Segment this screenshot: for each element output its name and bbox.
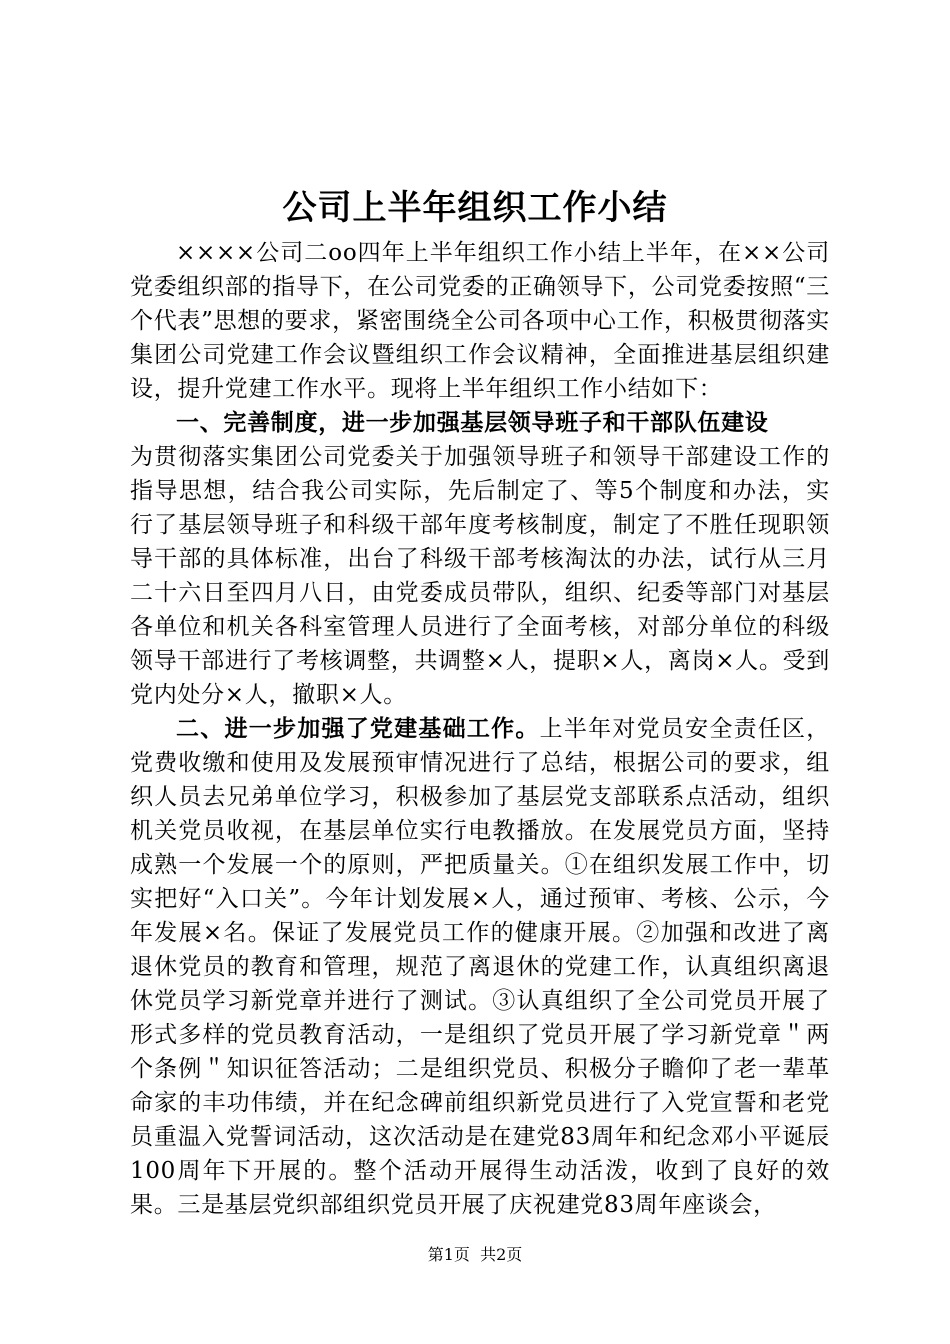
section1-heading: 一、完善制度，进一步加强基层领导班子和干部队伍建设 (176, 410, 769, 436)
page-number: 第1页 共2页 (427, 1245, 523, 1264)
section2-paragraph (130, 712, 830, 1222)
intro-paragraph: ××××公司二oo四年上半年组织工作小结上半年，在××公司党委组织部的指导下，在公司党委的正确领导下，公司党委按照“三个代表”思想的要求，紧密围绕全公司各项中心工作，积极贯彻落实集团公司党建工作会议暨组织工作会议精神，全面推进基层组织建设，提升党建工作水平。现将上半年组织工作小结如下： (130, 240, 830, 402)
section1-paragraph: 为贯彻落实集团公司党委关于加强领导班子和领导干部建设工作的指导思想，结合我公司实际，先后制定了、等5个制度和办法，实行了基层领导班子和科级干部年度考核制度，制定了不胜任现职领导干部的具体标准，出台了科级干部考核淘汰的办法，试行从三月二十六日至四月八日，由党委成员带队，组织、纪委等部门对基层各单位和机关各科室管理人员进行了全面考核，对部分单位的科级领导干部进行了考核调整，共调整×人，提职×人，离岗×人。受到党内处分×人，撤职×人。 (130, 444, 830, 708)
section2-body: 上半年对党员安全责任区，党费收缴和使用及发展预审情况进行了总结，根据公司的要求，组织人员去兄弟单位学习，积极参加了基层党支部联系点活动，组织机关党员收视，在基层单位实行电教播放。在发展党员方面，坚持成熟一个发展一个的原则，严把质量关。①在组织发展工作中，切实把好“入口关”。今年计划发展×人，通过预审、考核、公示，今年发展×名。保证了发展党员工作的健康开展。②加强和改进了离退休党员的教育和管理，规范了离退休的党建工作，认真组织离退休党员学习新党章并进行了测试。③认真组织了全公司党员开展了形式多样的党员教育活动，一是组织了党员开展了学习新党章＂两个条例＂知识征答活动；二是组织党员、积极分子瞻仰了老一辈革命家的丰功伟绩，并在纪念碑前组织新党员进行了入党宣誓和老党员重温入党誓词活动，这次活动是在建党83周年和纪念邓小平诞辰100周年下开展的。整个活动开展得生动活泼，收到了良好的效果。三是基层党织部组织党员开展了庆祝建党83周年座谈会， (130, 716, 831, 1218)
page-footer (0, 1245, 950, 1265)
section2-heading: 二、进一步加强了党建基础工作。 (176, 716, 540, 742)
document-body (130, 236, 830, 1222)
document-title: 公司上半年组织工作小结 (282, 188, 668, 228)
